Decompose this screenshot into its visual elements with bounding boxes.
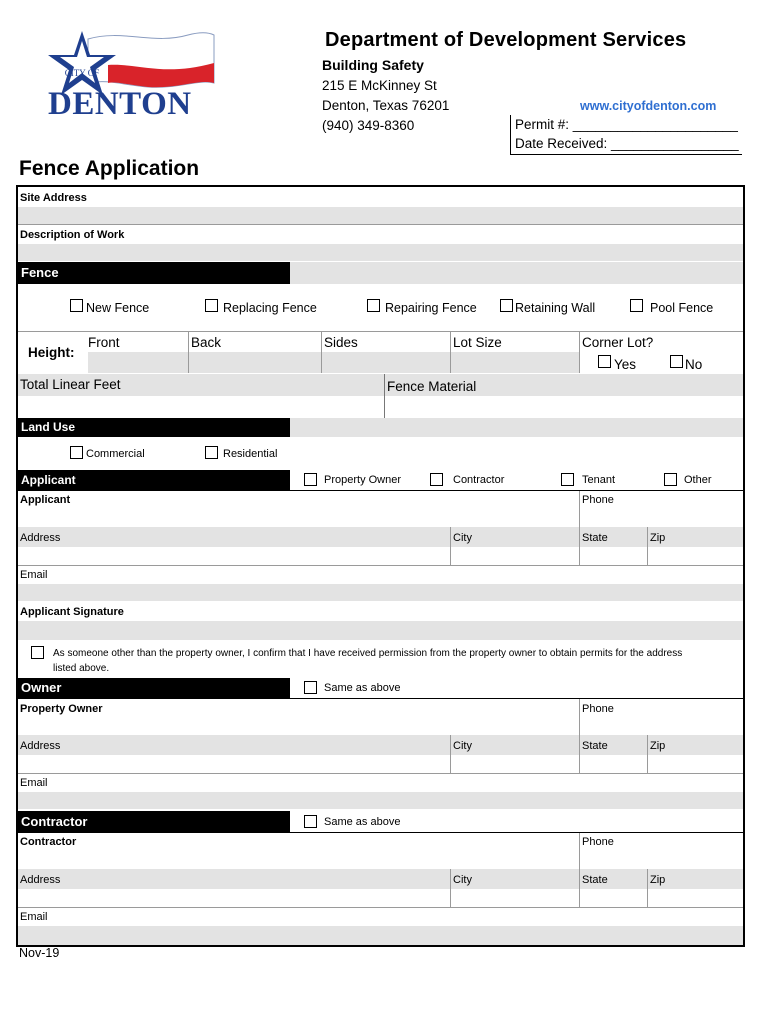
divider xyxy=(579,833,580,869)
corner-lot-yes-checkbox[interactable] xyxy=(598,355,611,368)
divider xyxy=(18,698,743,699)
divider xyxy=(579,491,580,527)
fence-application-form xyxy=(16,185,745,947)
divider xyxy=(18,224,743,225)
divider xyxy=(579,869,580,907)
lot-size-field[interactable] xyxy=(451,352,579,373)
new-fence-checkbox[interactable] xyxy=(70,299,83,312)
owner-address-label: Address xyxy=(20,740,61,752)
corner-lot-yes-label: Yes xyxy=(614,357,637,372)
consent-checkbox[interactable] xyxy=(31,646,44,659)
applicant-signature-field[interactable] xyxy=(18,621,743,640)
commercial-checkbox[interactable] xyxy=(70,446,83,459)
corner-lot-no-checkbox[interactable] xyxy=(670,355,683,368)
contractor-address-label: Address xyxy=(20,874,61,886)
logo-denton: DENTON xyxy=(48,86,192,122)
front-label: Front xyxy=(88,335,120,350)
owner-email-label: Email xyxy=(20,777,48,789)
role-other-checkbox[interactable] xyxy=(664,473,677,486)
applicant-email-field[interactable] xyxy=(18,584,743,601)
website-link[interactable]: www.cityofdenton.com xyxy=(580,99,717,113)
pool-fence-label: Pool Fence xyxy=(650,301,714,315)
role-other-label: Other xyxy=(684,474,712,486)
sides-label: Sides xyxy=(324,335,358,350)
contractor-address-row xyxy=(18,869,743,889)
contractor-email-field[interactable] xyxy=(18,926,743,945)
divider xyxy=(450,527,451,565)
owner-address-row xyxy=(18,735,743,755)
applicant-city-label: City xyxy=(453,532,472,544)
contractor-state-label: State xyxy=(582,874,608,886)
contractor-city-label: City xyxy=(453,874,472,886)
permit-number-label: Permit #: ______________________ xyxy=(515,117,738,132)
contractor-phone-label: Phone xyxy=(582,836,614,848)
role-property-owner-checkbox[interactable] xyxy=(304,473,317,486)
total-linear-feet-field[interactable] xyxy=(18,396,384,418)
divider xyxy=(579,331,580,373)
fence-section-header: Fence xyxy=(18,262,290,284)
applicant-section-header: Applicant xyxy=(18,470,290,490)
applicant-signature-label: Applicant Signature xyxy=(20,606,124,618)
repairing-fence-label: Repairing Fence xyxy=(385,301,477,315)
applicant-name-label: Applicant xyxy=(20,494,71,506)
divider xyxy=(647,869,648,907)
divider xyxy=(18,907,743,908)
description-field[interactable] xyxy=(18,244,743,261)
residential-checkbox[interactable] xyxy=(205,446,218,459)
divider xyxy=(579,699,580,735)
corner-lot-label: Corner Lot? xyxy=(582,335,654,350)
description-label: Description of Work xyxy=(20,229,125,241)
site-address-field[interactable] xyxy=(18,207,743,224)
owner-city-label: City xyxy=(453,740,472,752)
applicant-address-label: Address xyxy=(20,532,61,544)
land-use-header: Land Use xyxy=(18,418,290,437)
form-revision-date: Nov-19 xyxy=(19,946,60,960)
contractor-same-checkbox[interactable] xyxy=(304,815,317,828)
contractor-email-label: Email xyxy=(20,911,48,923)
front-height-field[interactable] xyxy=(88,352,188,373)
owner-email-field[interactable] xyxy=(18,792,743,809)
permit-box xyxy=(510,115,742,155)
divider xyxy=(18,490,743,491)
new-fence-label: New Fence xyxy=(86,301,150,315)
city-state: Denton, Texas 76201 xyxy=(322,98,450,113)
contractor-name-label: Contractor xyxy=(20,836,77,848)
lot-size-label: Lot Size xyxy=(453,335,502,350)
page-title: Fence Application xyxy=(19,157,200,180)
divider xyxy=(18,832,743,833)
logo-city-of: CITY OF xyxy=(64,68,100,78)
role-contractor-checkbox[interactable] xyxy=(430,473,443,486)
consent-text-line2: listed above. xyxy=(53,663,110,674)
owner-zip-label: Zip xyxy=(650,740,666,752)
divider xyxy=(579,735,580,773)
applicant-zip-label: Zip xyxy=(650,532,666,544)
office-phone: (940) 349-8360 xyxy=(322,118,415,133)
back-height-field[interactable] xyxy=(189,352,321,373)
total-linear-feet-label: Total Linear Feet xyxy=(20,377,121,392)
retaining-wall-checkbox[interactable] xyxy=(500,299,513,312)
divider xyxy=(647,735,648,773)
role-tenant-label: Tenant xyxy=(582,474,616,486)
department-name: Department of Development Services xyxy=(325,29,687,51)
applicant-state-label: State xyxy=(582,532,608,544)
land-use-header-filler xyxy=(290,418,743,437)
city-logo xyxy=(28,25,220,123)
height-label: Height: xyxy=(28,345,75,360)
owner-phone-label: Phone xyxy=(582,703,614,715)
divider xyxy=(647,527,648,565)
divider xyxy=(18,565,743,566)
owner-section-header: Owner xyxy=(18,678,290,698)
divider xyxy=(18,773,743,774)
owner-same-checkbox[interactable] xyxy=(304,681,317,694)
role-contractor-label: Contractor xyxy=(453,474,505,486)
owner-state-label: State xyxy=(582,740,608,752)
contractor-section-header: Contractor xyxy=(18,811,290,832)
site-address-label: Site Address xyxy=(20,192,87,204)
owner-name-label: Property Owner xyxy=(20,703,103,715)
residential-label: Residential xyxy=(223,448,278,460)
street-address: 215 E McKinney St xyxy=(322,78,437,93)
pool-fence-checkbox[interactable] xyxy=(630,299,643,312)
repairing-fence-checkbox[interactable] xyxy=(367,299,380,312)
consent-text-line1: As someone other than the property owner, I confirm that I have received permission from the property owner to obtain permits for the address xyxy=(53,648,683,659)
contractor-same-label: Same as above xyxy=(324,816,401,828)
applicant-phone-label: Phone xyxy=(582,494,614,506)
replacing-fence-checkbox[interactable] xyxy=(205,299,218,312)
retaining-wall-label: Retaining Wall xyxy=(515,301,596,315)
linear-material-row xyxy=(18,374,743,396)
replacing-fence-label: Replacing Fence xyxy=(223,301,317,315)
corner-lot-no-label: No xyxy=(685,357,703,372)
date-received-label: Date Received: _________________ xyxy=(515,136,739,151)
role-property-owner-label: Property Owner xyxy=(324,474,402,486)
applicant-email-label: Email xyxy=(20,569,48,581)
fence-material-label: Fence Material xyxy=(387,379,477,394)
fence-header-filler xyxy=(290,262,743,284)
contractor-zip-label: Zip xyxy=(650,874,666,886)
role-tenant-checkbox[interactable] xyxy=(561,473,574,486)
divider xyxy=(450,869,451,907)
divider xyxy=(450,735,451,773)
applicant-address-row xyxy=(18,527,743,547)
fence-material-field[interactable] xyxy=(385,396,743,418)
commercial-label: Commercial xyxy=(86,448,145,460)
divider xyxy=(18,331,743,332)
sides-height-field[interactable] xyxy=(322,352,450,373)
division-name: Building Safety xyxy=(322,57,424,73)
owner-same-label: Same as above xyxy=(324,682,401,694)
back-label: Back xyxy=(191,335,222,350)
divider xyxy=(579,527,580,565)
